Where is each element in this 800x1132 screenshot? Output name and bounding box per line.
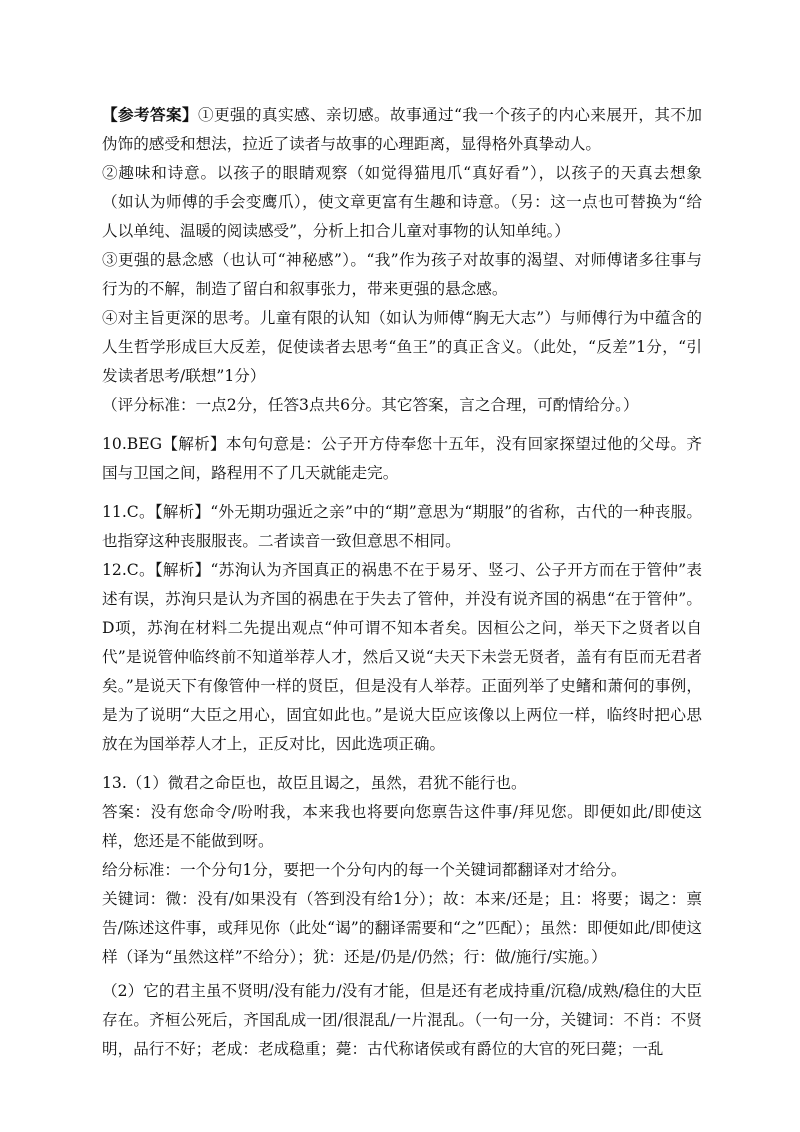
answer-13-criteria: 给分标准：一个分句1分，要把一个分句内的每一个关键词都翻译对才给分。 <box>102 861 627 879</box>
question-13-sub-1: 13.（1）微君之命臣也，故臣且谒之，虽然，君犹不能行也。 <box>102 774 527 792</box>
reference-answer-label: 【参考答案】 <box>102 105 199 124</box>
document-page <box>102 100 702 1064</box>
answer-9-scoring-note: （评分标准：一点2分，任答3点共6分。其它答案，言之合理，可酌情给分。） <box>102 396 639 414</box>
answer-9-point-3: ③更强的悬念感（也认可“神秘感”）。“我”作为孩子对故事的渴望、对师傅诸多往事与行为的不解，制造了留白和叙事张力，带来更强的悬念感。 <box>102 251 702 298</box>
answer-13-sub-1: 答案：没有您命令/吩咐我，本来我也将要向您禀告这件事/拜见您。即便如此/即使这样，您还是不能做到呀。 <box>102 803 702 850</box>
answer-10: 10.BEG【解析】本句句意是：公子开方侍奉您十五年，没有回家探望过他的父母。齐国与卫国之间，路程用不了几天就能走完。 <box>102 435 702 482</box>
answer-9-point-2: ②趣味和诗意。以孩子的眼睛观察（如觉得猫甩爪“真好看”），以孩子的天真去想象（如认为师傅的手会变鹰爪），使文章更富有生趣和诗意。（另：这一点也可替换为“给人以单纯、温暖的阅读感受”，分析上扣合儿童对事物的认知单纯。） <box>102 164 702 240</box>
answer-12: 12.C。【解析】“苏洵认为齐国真正的祸患不在于易牙、竖刁、公子开方而在于管仲”表述有误，苏洵只是认为齐国的祸患在于失去了管仲，并没有说齐国的祸患“在于管仲”。D项，苏洵在材料二先提出观点“仲可谓不知本者矣。因桓公之问，举天下之贤者以自代”是说管仲临终前不知道举荐人才，然后又说“夫天下未尝无贤者，盖有有臣而无君者矣。”是说天下有像管仲一样的贤臣，但是没有人举荐。正面列举了史鳍和萧何的事例，是为了说明“大臣之用心，固宜如此也。”是说大臣应该像以上两位一样，临终时把心思放在为国举荐人才上，正反对比，因此选项正确。 <box>102 561 702 753</box>
answer-9-point-1-text: ①更强的真实感、亲切感。故事通过“我一个孩子的内心来展开，其不加伪饰的感受和想法，拉近了读者与故事的心理距离，显得格外真挚动人。 <box>102 106 702 153</box>
answer-9-point-4: ④对主旨更深的思考。儿童有限的认知（如认为师傅“胸无大志”）与师傅行为中蕴含的人生哲学形成巨大反差，促使读者去思考“鱼王”的真正含义。（此处，“反差”1分，“引发读者思考/联想”1分） <box>102 309 702 385</box>
answer-9-point-1 <box>102 100 702 159</box>
answer-13-keywords: 关键词：微：没有/如果没有（答到没有给1分）；故：本来/还是；且：将要；谒之：禀告/陈述这件事，或拜见你（此处“谒”的翻译需要和“之”匹配）；虽然：即便如此/即使这样（译为“虽然这样”不给分）；犹：还是/仍是/仍然；行：做/施行/实施。） <box>102 890 702 966</box>
answer-13-sub-2: （2）它的君主虽不贤明/没有能力/没有才能，但是还有老成持重/沉稳/成熟/稳住的大臣存在。齐桓公死后，齐国乱成一团/很混乱/一片混乱。（一句一分，关键词：不肖：不贤明，品行不好；老成：老成稳重；薨：古代称诸侯或有爵位的大官的死曰薨；一乱 <box>102 982 702 1058</box>
answer-11: 11.C。【解析】“外无期功强近之亲”中的“期”意思为“期服”的省称，古代的一种丧服。也指穿这种丧服服丧。二者读音一致但意思不相同。 <box>102 503 702 550</box>
